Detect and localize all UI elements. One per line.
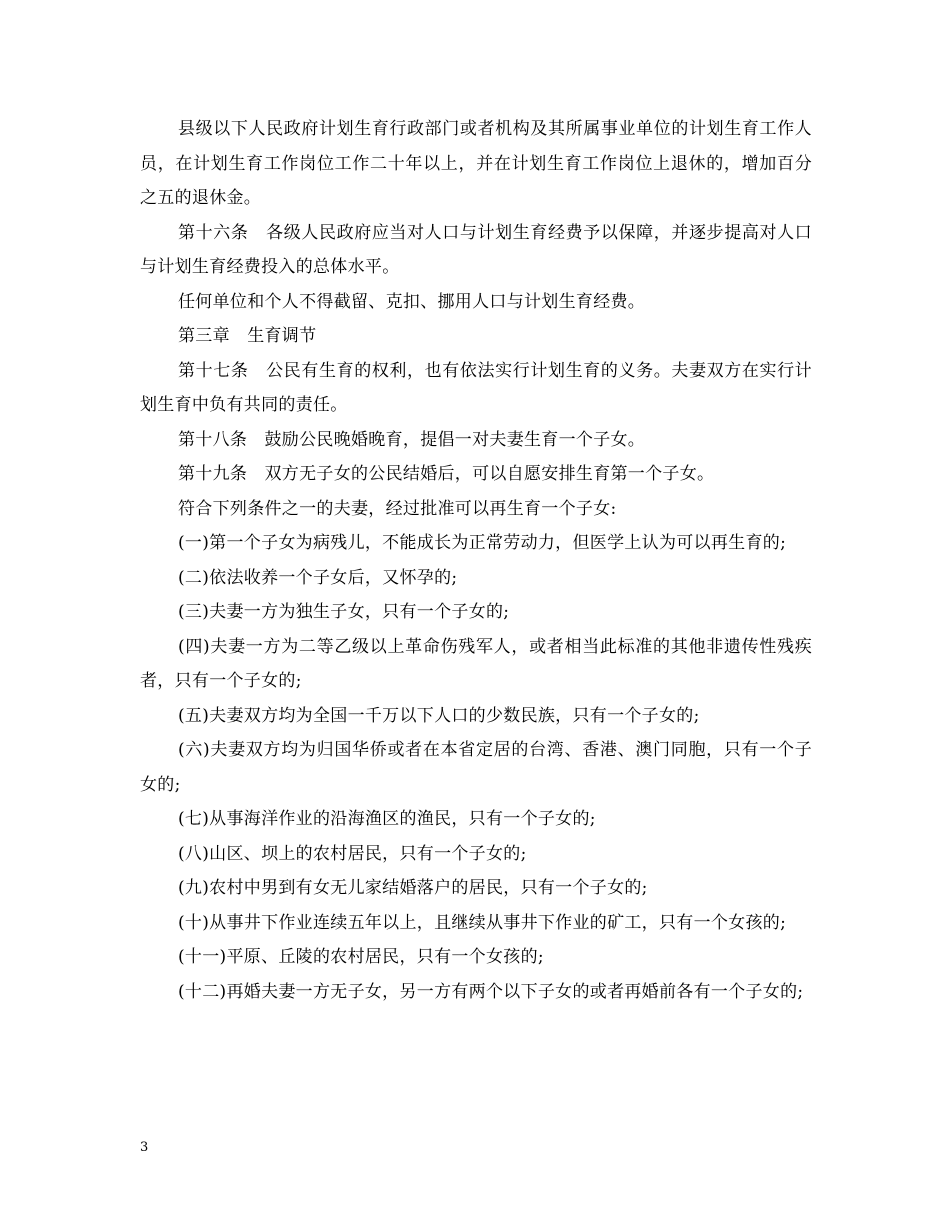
condition-1: (一)第一个子女为病残儿，不能成长为正常劳动力，但医学上认为可以再生育的;	[178, 533, 787, 553]
paragraph-funds: 任何单位和个人不得截留、克扣、挪用人口与计划生育经费。	[178, 291, 646, 312]
condition-9: (九)农村中男到有女无儿家结婚落户的居民，只有一个子女的;	[178, 878, 648, 898]
condition-5: (五)夫妻双方均为全国一千万以下人口的少数民族，只有一个子女的;	[178, 705, 700, 726]
article-18: 第十八条 鼓励公民晚婚晚育，提倡一对夫妻生育一个子女。	[178, 429, 646, 450]
article-19: 第十九条 双方无子女的公民结婚后，可以自愿安排生育第一个子女。	[178, 464, 715, 484]
chapter-heading: 第三章 生育调节	[178, 326, 317, 346]
condition-6: (六)夫妻双方均为归国华侨或者在本省定居的台湾、香港、澳门同胞，只有一个子女的;	[140, 740, 812, 795]
condition-7: (七)从事海洋作业的沿海渔区的渔民，只有一个子女的;	[178, 809, 596, 829]
condition-11: (十一)平原、丘陵的农村居民，只有一个女孩的;	[178, 947, 544, 967]
condition-2: (二)依法收养一个子女后，又怀孕的;	[178, 567, 458, 588]
condition-10: (十)从事井下作业连续五年以上，且继续从事井下作业的矿工，只有一个女孩的;	[178, 912, 787, 933]
paragraph-retirement: 县级以下人民政府计划生育行政部门或者机构及其所属事业单位的计划生育工作人员，在计划生育工作岗位工作二十年以上，并在计划生育工作岗位上退休的，增加百分之五的退休金。	[140, 119, 812, 208]
document-body	[140, 112, 812, 1009]
conditions-intro: 符合下列条件之一的夫妻，经过批准可以再生育一个子女:	[178, 498, 617, 519]
page-number: 3	[140, 1140, 149, 1155]
article-17: 第十七条 公民有生育的权利，也有依法实行计划生育的义务。夫妻双方在实行计划生育中负有共同的责任。	[140, 360, 812, 415]
condition-8: (八)山区、坝上的农村居民，只有一个子女的;	[178, 843, 527, 864]
condition-3: (三)夫妻一方为独生子女，只有一个子女的;	[178, 602, 510, 622]
article-16: 第十六条 各级人民政府应当对人口与计划生育经费予以保障，并逐步提高对人口与计划生育经费投入的总体水平。	[140, 222, 812, 277]
condition-4: (四)夫妻一方为二等乙级以上革命伤残军人，或者相当此标准的其他非遗传性残疾者，只有一个子女的;	[140, 636, 812, 691]
condition-12: (十二)再婚夫妻一方无子女，另一方有两个以下子女的或者再婚前各有一个子女的;	[178, 981, 804, 1002]
